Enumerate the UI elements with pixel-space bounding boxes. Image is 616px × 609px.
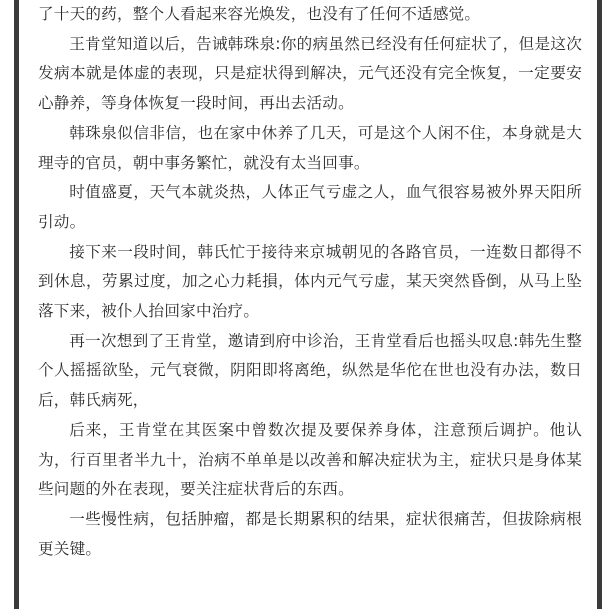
paragraph-continued: 了十天的药，整个人看起来容光焕发，也没有了任何不适感觉。 [38,5,481,23]
paragraph: 韩珠泉似信非信，也在家中休养了几天，可是这个人闲不住，本身就是大理寺的官员，朝中事务繁忙，就没有太当回事。 [38,123,582,172]
paragraph: 后来，王肯堂在其医案中曾数次提及要保养身体，注意预后调护。他认为，行百里者半九十，治病不单单是以改善和解决症状为主，症状只是身体某些问题的外在表现，要关注症状背后的东西。 [38,420,582,499]
paragraph: 时值盛夏，天气本就炎热，人体正气亏虚之人，血气很容易被外界天阳所引动。 [38,183,582,231]
paragraph: 一些慢性病，包括肿瘤，都是长期累积的结果，症状很痛苦，但拔除病根更关键。 [38,509,582,558]
article-body [38,0,582,564]
paragraph: 接下来一段时间，韩氏忙于接待来京城朝见的各路官员，一连数日都得不到休息，劳累过度，加之心力耗損，体内元气亏虚，某天突然昏倒，从马上坠落下来，被仆人抬回家中治疗。 [38,242,582,321]
left-border [14,0,19,609]
paragraph: 王肯堂知道以后，告诫韩珠泉:你的病虽然已经没有任何症状了，但是这次发病本就是体虚的表现，只是症状得到解决，元气还没有完全恢复，一定要安心静养，等身体恢复一段时间，再出去活动。 [38,34,582,113]
paragraph: 再一次想到了王肯堂，邀请到府中诊治，王肯堂看后也摇头叹息:韩先生整个人摇摇欲坠，元气衰微，阴阳即将离绝，纵然是华佗在世也没有办法，数日后，韩氏病死， [38,331,582,410]
right-border [597,0,602,609]
